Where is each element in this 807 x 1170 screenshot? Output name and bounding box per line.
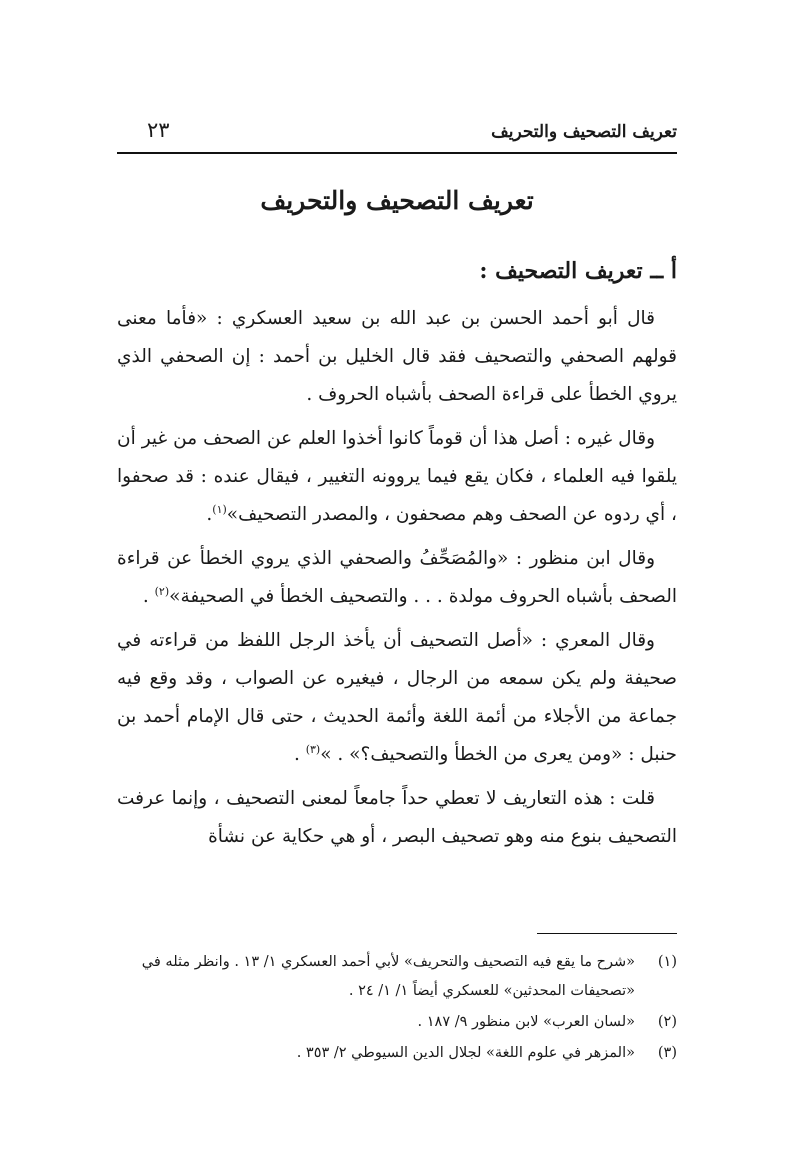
chapter-title: تعريف التصحيف والتحريف [260,186,534,215]
section-heading: أ ــ تعريف التصحيف : [479,258,677,284]
paragraph-text: وقال المعري : «أصل التصحيف أن يأخذ الرجل اللفظ من قراءته في صحيفة ولم يكن سمعه من الرجال ، فيغيره عن الصواب ، وقد وقع فيه جماعة من الأجلاء من أئمة اللغة وأئمة الحديث ، حتى قال الإمام أحمد بن حنبل : «ومن يعرى من الخطأ والتصحيف؟» . » [117,630,677,765]
paragraph [117,300,677,414]
body-text [117,300,677,862]
paragraph-tail: . [206,504,213,525]
running-title: تعريف التصحيف والتحريف [491,122,677,142]
paragraph-text: قال أبو أحمد الحسن بن عبد الله بن سعيد العسكري : «فأما معنى قولهم الصحفي والتصحيف فقد قال الخليل بن أحمد : إن الصحفي الذي يروي الخطأ على قراءة الصحف بأشباه الحروف . [117,308,677,405]
paragraph [117,540,677,616]
footnote [117,948,677,1006]
running-header [117,116,677,152]
footnote-number: (٢) [657,1014,677,1030]
page-number: ٢٣ [147,118,170,142]
footnote-text: «لسان العرب» لابن منظور ٩/ ١٨٧ . [417,1014,635,1030]
paragraph [117,622,677,774]
header-rule [117,152,677,154]
footnote [117,1039,677,1068]
footnote-text: «المزهر في علوم اللغة» لجلال الدين السيوطي ٢/ ٣٥٣ . [296,1045,635,1061]
footnote-number: (١) [657,954,677,970]
footnotes [117,948,677,1070]
footnote [117,1008,677,1037]
paragraph-tail: . [293,744,306,765]
paragraph-text: وقال غيره : أصل هذا أن قوماً كانوا أخذوا العلم عن الصحف من غير أن يلقوا فيه العلماء ، فكان يقع فيما يروونه التغيير ، فيقال عنده : قد صحفوا ، أي ردوه عن الصحف وهم مصحفون ، والمصدر التصحيف» [117,428,677,525]
paragraph [117,780,677,856]
footnote-reference: (١) [212,502,227,516]
footnote-reference: (٣) [305,742,321,756]
footnote-reference: (٢) [154,584,170,598]
paragraph-text: وقال ابن منظور : «والمُصَحِّفُ والصحفي الذي يروي الخطأ عن قراءة الصحف بأشباه الحروف مولدة . . . والتصحيف الخطأ في الصحيفة» [117,548,677,607]
paragraph [117,420,677,534]
footnote-text: «شرح ما يقع فيه التصحيف والتحريف» لأبي أحمد العسكري ١/ ١٣ . وانظر مثله في «تصحيفات المحدثين» للعسكري أيضاً ١/ ١/ ٢٤ . [141,954,635,999]
footnote-rule [537,933,677,934]
paragraph-text: قلت : هذه التعاريف لا تعطي حداً جامعاً لمعنى التصحيف ، وإنما عرفت التصحيف بنوع منه وهو تصحيف البصر ، أو هي حكاية عن نشأة [117,788,677,847]
paragraph-tail: . [142,586,155,607]
footnote-number: (٣) [657,1045,677,1061]
